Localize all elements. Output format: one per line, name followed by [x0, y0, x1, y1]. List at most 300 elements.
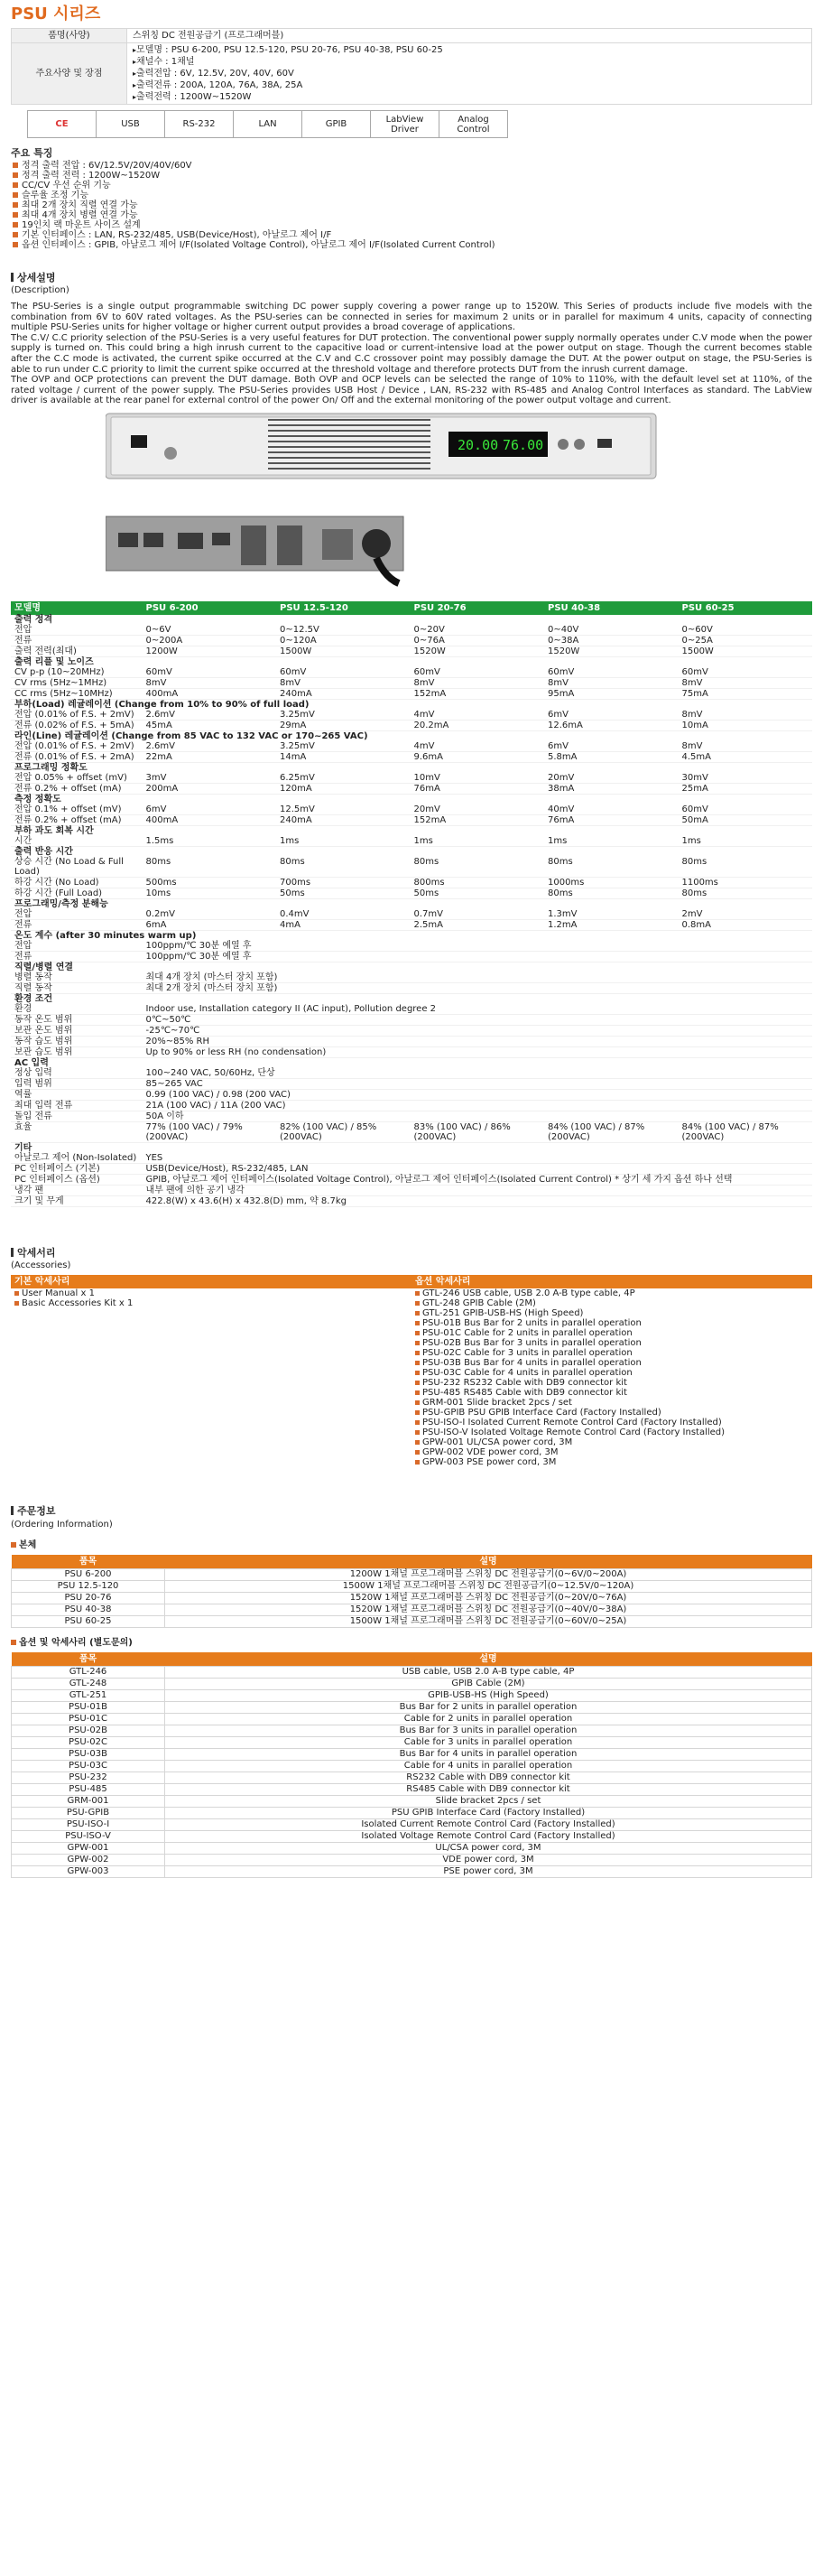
spec-cell: 상승 시간 (No Load & Full Load) — [11, 857, 142, 878]
spec-label: 주요사양 및 장점 — [12, 43, 127, 105]
feature-item: 기본 인터페이스 : LAN, RS-232/485, USB(Device/Host), 아날로그 제어 I/F — [13, 230, 812, 240]
option-accessory: PSU-ISO-I Isolated Current Remote Control Card (Factory Installed) — [415, 1418, 809, 1427]
spec-cell: 1.2mA — [544, 919, 679, 930]
spec-cell: 0~200A — [142, 635, 276, 646]
spec-item: ▸ 출력전력 : 1200W~1520W — [133, 91, 806, 103]
order-desc: 1520W 1채널 프로그래머블 스위칭 DC 전원공급기(0~20V/0~76A) — [165, 1592, 812, 1604]
spec-cell: 냉각 팬 — [11, 1185, 142, 1195]
feature-item: 정격 출력 전압 : 6V/12.5V/20V/40V/60V — [13, 161, 812, 171]
interface-lan: LAN — [234, 111, 302, 138]
spec-cell: 29mA — [276, 720, 411, 730]
spec-cell: 120mA — [276, 783, 411, 794]
spec-cell: 하강 시간 (Full Load) — [11, 888, 142, 898]
spec-cell: -25℃~70℃ — [142, 1025, 812, 1036]
spec-cell: 최대 입력 전류 — [11, 1100, 142, 1111]
spec-cell: 동작 습도 범위 — [11, 1036, 142, 1046]
spec-cell: 돌입 전류 — [11, 1111, 142, 1121]
order-desc: 1500W 1채널 프로그래머블 스위칭 DC 전원공급기(0~12.5V/0~120A) — [165, 1580, 812, 1592]
option-accessory: GTL-251 GPIB-USB-HS (High Speed) — [415, 1308, 809, 1318]
order-model: GPW-003 — [12, 1865, 165, 1877]
description-text — [11, 302, 812, 406]
spec-cell: 60mV — [678, 804, 812, 815]
order-row — [12, 1666, 812, 1678]
spec-cell: PC 인터페이스 (기본) — [11, 1163, 142, 1174]
spec-category: AC 입력 — [11, 1057, 812, 1068]
order-row — [12, 1736, 812, 1748]
order-desc: Slide bracket 2pcs / set — [165, 1795, 812, 1807]
spec-row — [11, 888, 812, 898]
spec-cell: 22mA — [142, 751, 276, 762]
spec-cell: 20.2mA — [410, 720, 544, 730]
spec-cell: 5.8mA — [544, 751, 679, 762]
order-model: PSU-232 — [12, 1772, 165, 1783]
spec-category: 기타 — [11, 1142, 812, 1153]
spec-row — [11, 962, 812, 972]
spec-row — [11, 982, 812, 993]
spec-row — [11, 646, 812, 656]
spec-cell: 전압 (0.01% of F.S. + 2mV) — [11, 741, 142, 752]
spec-row — [11, 804, 812, 815]
ordering-options-table — [11, 1652, 812, 1878]
spec-row — [11, 741, 812, 752]
spec-category: 라인(Line) 레귤레이션 (Change from 85 VAC to 132 VAC or 170~265 VAC) — [11, 730, 812, 741]
feature-item: 슬루율 조정 기능 — [13, 191, 812, 200]
spec-cell: 효율 — [11, 1121, 142, 1142]
spec-cell: 9.6mA — [410, 751, 544, 762]
spec-cell: 4mV — [410, 741, 544, 752]
option-accessory: PSU-02C Cable for 3 units in parallel operation — [415, 1348, 809, 1358]
spec-cell: 50ms — [410, 888, 544, 898]
spec-cell: 4mA — [276, 919, 411, 930]
spec-cell: 95mA — [544, 688, 679, 699]
order-row — [12, 1865, 812, 1877]
spec-item: ▸ 채널수 : 1채널 — [133, 56, 806, 68]
option-accessory: GPW-003 PSE power cord, 3M — [415, 1457, 809, 1467]
spec-cell: 보관 온도 범위 — [11, 1025, 142, 1036]
spec-cell: 80ms — [544, 857, 679, 878]
spec-cell: 전류 (0.01% of F.S. + 2mA) — [11, 751, 142, 762]
spec-row — [11, 710, 812, 721]
spec-row — [11, 1089, 812, 1100]
order-desc: Bus Bar for 3 units in parallel operation — [165, 1725, 812, 1736]
spec-table — [11, 601, 812, 1207]
spec-cell: 80ms — [678, 857, 812, 878]
spec-row — [11, 783, 812, 794]
interface-gpib: GPIB — [302, 111, 371, 138]
spec-row — [11, 898, 812, 909]
col-desc: 설명 — [165, 1652, 812, 1667]
spec-cell: 14mA — [276, 751, 411, 762]
spec-cell: 전압 — [11, 909, 142, 920]
spec-cell: 100ppm/℃ 30분 예열 후 — [142, 951, 812, 962]
order-model: GPW-001 — [12, 1842, 165, 1854]
spec-row — [11, 688, 812, 699]
spec-cell: 3mV — [142, 773, 276, 784]
spec-cell: 0.8mA — [678, 919, 812, 930]
spec-cell: 40mV — [544, 804, 679, 815]
spec-cell: 82% (100 VAC) / 85% (200VAC) — [276, 1121, 411, 1142]
spec-cell: 1.3mV — [544, 909, 679, 920]
spec-cell: 0℃~50℃ — [142, 1014, 812, 1025]
order-desc: Bus Bar for 4 units in parallel operation — [165, 1748, 812, 1760]
spec-cell: 8mV — [678, 710, 812, 721]
order-desc: 1500W 1채널 프로그래머블 스위칭 DC 전원공급기(0~60V/0~25A) — [165, 1615, 812, 1627]
spec-cell: 0~20V — [410, 625, 544, 636]
spec-cell: 12.6mA — [544, 720, 679, 730]
spec-row — [11, 1142, 812, 1153]
spec-row — [11, 615, 812, 625]
spec-row — [11, 1121, 812, 1142]
option-accessory: PSU-02B Bus Bar for 3 units in parallel operation — [415, 1338, 809, 1348]
spec-cell: 85~265 VAC — [142, 1078, 812, 1089]
spec-row — [11, 1025, 812, 1036]
spec-row — [11, 1004, 812, 1015]
spec-row — [11, 677, 812, 688]
order-desc: Cable for 3 units in parallel operation — [165, 1736, 812, 1748]
description-subtitle: (Description) — [11, 284, 69, 295]
order-desc: GPIB Cable (2M) — [165, 1678, 812, 1689]
order-row — [12, 1760, 812, 1772]
spec-row — [11, 919, 812, 930]
spec-cell: 10ms — [142, 888, 276, 898]
spec-cell: 6mV — [544, 741, 679, 752]
feature-item: 옵션 인터페이스 : GPIB, 아날로그 제어 I/F(Isolated Voltage Control), 아날로그 제어 I/F(Isolated Current Control) — [13, 240, 812, 250]
spec-cell: 50mA — [678, 814, 812, 825]
spec-cell: 152mA — [410, 688, 544, 699]
spec-row — [11, 877, 812, 888]
spec-header: PSU 40-38 — [544, 601, 679, 615]
spec-cell: 1500W — [678, 646, 812, 656]
order-model: PSU 12.5-120 — [12, 1580, 165, 1592]
spec-cell: 30mV — [678, 773, 812, 784]
interface-labview-driver: LabView Driver — [371, 111, 439, 138]
spec-header: PSU 12.5-120 — [276, 601, 411, 615]
order-model: GPW-002 — [12, 1854, 165, 1865]
page-title: PSU 시리즈 — [11, 5, 101, 23]
spec-cell: 2.6mV — [142, 741, 276, 752]
spec-cell: 76mA — [544, 814, 679, 825]
spec-cell: 입력 범위 — [11, 1078, 142, 1089]
option-accessory: PSU-GPIB PSU GPIB Interface Card (Factory Installed) — [415, 1408, 809, 1418]
spec-cell: 1520W — [544, 646, 679, 656]
spec-header: PSU 6-200 — [142, 601, 276, 615]
spec-cell: Indoor use, Installation category II (AC input), Pollution degree 2 — [142, 1004, 812, 1015]
spec-item: ▸ 출력전압 : 6V, 12.5V, 20V, 40V, 60V — [133, 68, 806, 79]
order-row — [12, 1713, 812, 1725]
spec-cell: 21A (100 VAC) / 11A (200 VAC) — [142, 1100, 812, 1111]
spec-cell: 전류 0.2% + offset (mA) — [11, 783, 142, 794]
spec-row — [11, 1195, 812, 1206]
spec-cell: USB(Device/Host), RS-232/485, LAN — [142, 1163, 812, 1174]
option-accessory: GTL-246 USB cable, USB 2.0 A-B type cable, 4P — [415, 1288, 809, 1298]
spec-cell: 크기 및 무게 — [11, 1195, 142, 1206]
order-row — [12, 1689, 812, 1701]
order-model: PSU 20-76 — [12, 1592, 165, 1604]
order-row — [12, 1842, 812, 1854]
spec-row — [11, 951, 812, 962]
col-model: 품목 — [12, 1555, 165, 1569]
spec-row — [11, 1046, 812, 1057]
spec-row — [11, 1057, 812, 1068]
order-model: PSU-01B — [12, 1701, 165, 1713]
spec-row — [11, 720, 812, 730]
interface-analog-control: Analog Control — [439, 111, 508, 138]
option-accessory: GRM-001 Slide bracket 2pcs / set — [415, 1398, 809, 1408]
spec-cell: 전압 — [11, 941, 142, 952]
order-model: PSU-02C — [12, 1736, 165, 1748]
order-model: GTL-246 — [12, 1666, 165, 1678]
option-accessory: GPW-002 VDE power cord, 3M — [415, 1447, 809, 1457]
order-desc: GPIB-USB-HS (High Speed) — [165, 1689, 812, 1701]
spec-cell: 100ppm/℃ 30분 예열 후 — [142, 941, 812, 952]
spec-cell: 내부 팬에 의한 공기 냉각 — [142, 1185, 812, 1195]
spec-cell: 6mV — [142, 804, 276, 815]
spec-row — [11, 1185, 812, 1195]
interface-rs-232: RS-232 — [165, 111, 234, 138]
spec-cell: 최대 4개 장치 (마스터 장치 포함) — [142, 972, 812, 983]
spec-cell: 8mV — [544, 677, 679, 688]
order-row — [12, 1678, 812, 1689]
order-desc: VDE power cord, 3M — [165, 1854, 812, 1865]
spec-cell: 최대 2개 장치 (마스터 장치 포함) — [142, 982, 812, 993]
spec-row — [11, 1014, 812, 1025]
order-model: PSU-485 — [12, 1783, 165, 1795]
spec-cell: 60mV — [276, 667, 411, 678]
spec-cell: 20mV — [544, 773, 679, 784]
order-model: PSU 40-38 — [12, 1604, 165, 1615]
accessories-subtitle: (Accessories) — [11, 1260, 71, 1271]
spec-cell: 240mA — [276, 688, 411, 699]
order-desc: Bus Bar for 2 units in parallel operation — [165, 1701, 812, 1713]
spec-cell: 80ms — [142, 857, 276, 878]
spec-header: 모델명 — [11, 601, 142, 615]
col-desc: 설명 — [165, 1555, 812, 1569]
spec-cell: 400mA — [142, 814, 276, 825]
spec-cell: 800ms — [410, 877, 544, 888]
order-row — [12, 1701, 812, 1713]
feature-item: CC/CV 우선 순위 기능 — [13, 181, 812, 191]
order-row — [12, 1580, 812, 1592]
spec-list — [133, 44, 806, 103]
spec-cell: 100~240 VAC, 50/60Hz, 단상 — [142, 1068, 812, 1079]
spec-cell: 76mA — [410, 783, 544, 794]
spec-row — [11, 972, 812, 983]
spec-cell: CV p-p (10~20MHz) — [11, 667, 142, 678]
order-desc: USB cable, USB 2.0 A-B type cable, 4P — [165, 1666, 812, 1678]
spec-row — [11, 762, 812, 773]
spec-row — [11, 730, 812, 741]
spec-cell: 전류 — [11, 635, 142, 646]
spec-row — [11, 656, 812, 667]
spec-cell: 80ms — [678, 888, 812, 898]
spec-cell: 2.5mA — [410, 919, 544, 930]
accessories-title: 악세서리 — [11, 1247, 812, 1260]
order-desc: PSU GPIB Interface Card (Factory Installed) — [165, 1807, 812, 1818]
name-label: 품명(사양) — [12, 29, 127, 43]
ordering-subtitle: (Ordering Information) — [11, 1519, 113, 1530]
spec-cell: 전압 (0.01% of F.S. + 2mV) — [11, 710, 142, 721]
description-paragraph: The PSU-Series is a single output programmable switching DC power supply covering a power range up to 1520W. This Series of products include five models with the combination from 6V to 60V rated voltages. As the PSU-series can be connected in series for maximum 2 units or in parallel for maximum 4 units, capacity of connecting multiple PSU-Series units for higher voltage or higher current output provides a broad coverage of applications. — [11, 301, 812, 333]
spec-cell: Up to 90% or less RH (no condensation) — [142, 1046, 812, 1057]
spec-row — [11, 1078, 812, 1089]
spec-cell: 1.5ms — [142, 836, 276, 847]
spec-item: ▸ 모델명 : PSU 6-200, PSU 12.5-120, PSU 20-76, PSU 40-38, PSU 60-25 — [133, 44, 806, 56]
spec-cell: 3.25mV — [276, 741, 411, 752]
order-desc: UL/CSA power cord, 3M — [165, 1842, 812, 1854]
spec-category: 환경 조건 — [11, 993, 812, 1004]
order-row — [12, 1818, 812, 1830]
spec-cell: 2.6mV — [142, 710, 276, 721]
spec-cell: 1520W — [410, 646, 544, 656]
spec-cell: GPIB, 아날로그 제어 인터페이스(Isolated Voltage Control), 아날로그 제어 인터페이스(Isolated Current Control) * 상기 세 가지 옵션 하나 선택 — [142, 1174, 812, 1185]
option-accessory: GTL-248 GPIB Cable (2M) — [415, 1298, 809, 1308]
summary-table — [11, 28, 812, 105]
order-desc: 1200W 1채널 프로그래머블 스위칭 DC 전원공급기(0~6V/0~200A) — [165, 1568, 812, 1580]
order-row — [12, 1568, 812, 1580]
spec-cell: 전압 — [11, 625, 142, 636]
spec-row — [11, 836, 812, 847]
spec-cell: 1ms — [410, 836, 544, 847]
spec-cell: 84% (100 VAC) / 87% (200VAC) — [678, 1121, 812, 1142]
order-model: PSU-02B — [12, 1725, 165, 1736]
order-row — [12, 1615, 812, 1627]
features-title: 주요 특징 — [11, 147, 53, 160]
basic-accessories-header: 기본 악세사리 — [11, 1275, 412, 1288]
spec-cell: 전류 0.2% + offset (mA) — [11, 814, 142, 825]
product-images — [106, 406, 812, 591]
spec-cell: 83% (100 VAC) / 86% (200VAC) — [410, 1121, 544, 1142]
spec-cell: 1ms — [276, 836, 411, 847]
spec-row — [11, 1068, 812, 1079]
volt-readout: 20.00 — [458, 436, 499, 453]
spec-cell: 8mV — [276, 677, 411, 688]
order-desc: Isolated Current Remote Control Card (Factory Installed) — [165, 1818, 812, 1830]
spec-cell: 출력 전력(최대) — [11, 646, 142, 656]
name-value: 스위칭 DC 전원공급기 (프로그래머블) — [127, 29, 812, 43]
spec-cell: 200mA — [142, 783, 276, 794]
spec-cell: 8mV — [678, 677, 812, 688]
spec-cell: 20mV — [410, 804, 544, 815]
spec-cell: 0~38A — [544, 635, 679, 646]
spec-cell: 1100ms — [678, 877, 812, 888]
spec-cell: 정상 입력 — [11, 1068, 142, 1079]
interface-icons — [27, 110, 508, 138]
option-accessories-header: 옵션 악세사리 — [412, 1275, 812, 1288]
spec-cell: 60mV — [678, 667, 812, 678]
ordering-main-table — [11, 1555, 812, 1628]
spec-row — [11, 773, 812, 784]
spec-cell: 0~25A — [678, 635, 812, 646]
spec-cell: 75mA — [678, 688, 812, 699]
order-desc: 1520W 1채널 프로그래머블 스위칭 DC 전원공급기(0~40V/0~38A) — [165, 1604, 812, 1615]
spec-row — [11, 857, 812, 878]
spec-cell: 8mV — [410, 677, 544, 688]
spec-category: 온도 계수 (after 30 minutes warm up) — [11, 930, 812, 941]
spec-cell: 4mV — [410, 710, 544, 721]
spec-category: 직렬/병렬 연결 — [11, 962, 812, 972]
spec-cell: 400mA — [142, 688, 276, 699]
spec-header: PSU 60-25 — [678, 601, 812, 615]
spec-row — [11, 814, 812, 825]
spec-cell: 60mV — [410, 667, 544, 678]
spec-cell: 8mV — [142, 677, 276, 688]
spec-cell: 전압 0.05% + offset (mV) — [11, 773, 142, 784]
spec-row — [11, 794, 812, 804]
interface-usb: USB — [97, 111, 165, 138]
spec-cell: 6mV — [544, 710, 679, 721]
order-model: PSU-03B — [12, 1748, 165, 1760]
spec-cell: 80ms — [544, 888, 679, 898]
product-photo-front-rear — [106, 406, 665, 587]
option-accessory: PSU-232 RS232 Cable with DB9 connector kit — [415, 1378, 809, 1388]
order-desc: Cable for 2 units in parallel operation — [165, 1713, 812, 1725]
spec-row — [11, 1100, 812, 1111]
spec-cell: 0~6V — [142, 625, 276, 636]
spec-cell: 동작 온도 범위 — [11, 1014, 142, 1025]
option-accessory: GPW-001 UL/CSA power cord, 3M — [415, 1437, 809, 1447]
spec-row — [11, 699, 812, 710]
spec-cell: 50ms — [276, 888, 411, 898]
option-accessory: PSU-01B Bus Bar for 2 units in parallel operation — [415, 1318, 809, 1328]
order-desc: RS485 Cable with DB9 connector kit — [165, 1783, 812, 1795]
order-desc: RS232 Cable with DB9 connector kit — [165, 1772, 812, 1783]
description-paragraph: The C.V/ C.C priority selection of the PSU-Series is a very useful features for DUT protection. The conventional power supply normally operates under C.V mode when the power supply is turned on. This could bring a high inrush current to the capacitive load or current-intensive load at the power output on stage. Though the current becomes stable after the C.C mode is activated, the current spike occurred at the C.V and C.C crossover point may possibly damage the DUT. At the power output on stage, the PSU-Series is able to run under C.C priority to limit the current spike occurred at the threshold voltage and therefore protects DUT from the inrush current damage. — [11, 332, 812, 375]
spec-cell: 1200W — [142, 646, 276, 656]
option-accessory: PSU-03B Bus Bar for 4 units in parallel operation — [415, 1358, 809, 1368]
spec-cell: 0~76A — [410, 635, 544, 646]
order-row — [12, 1725, 812, 1736]
features-list — [13, 161, 812, 250]
spec-cell: 0.4mV — [276, 909, 411, 920]
spec-cell: 60mV — [544, 667, 679, 678]
spec-cell: 시간 — [11, 836, 142, 847]
spec-row — [11, 1153, 812, 1164]
order-model: PSU-ISO-V — [12, 1830, 165, 1842]
spec-cell: 직렬 동작 — [11, 982, 142, 993]
spec-header: PSU 20-76 — [410, 601, 544, 615]
spec-cell: 환경 — [11, 1004, 142, 1015]
order-model: PSU-GPIB — [12, 1807, 165, 1818]
spec-cell: 1000ms — [544, 877, 679, 888]
spec-cell: 아날로그 제어 (Non-Isolated) — [11, 1153, 142, 1164]
spec-cell: 보관 습도 범위 — [11, 1046, 142, 1057]
description-title: 상세설명 — [11, 272, 812, 284]
spec-cell: 4.5mA — [678, 751, 812, 762]
spec-cell: 0.7mV — [410, 909, 544, 920]
spec-row — [11, 941, 812, 952]
spec-cell: 25mA — [678, 783, 812, 794]
spec-cell: 전류 (0.02% of F.S. + 5mA) — [11, 720, 142, 730]
spec-category: 출력 정격 — [11, 615, 812, 625]
spec-category: 부하 과도 회복 시간 — [11, 825, 812, 836]
options-label: 옵션 및 악세사리 (별도문의) — [11, 1637, 812, 1649]
order-row — [12, 1795, 812, 1807]
spec-cell: 12.5mV — [276, 804, 411, 815]
spec-row — [11, 635, 812, 646]
spec-row — [11, 625, 812, 636]
spec-cell: 0~120A — [276, 635, 411, 646]
spec-row — [11, 667, 812, 678]
order-row — [12, 1592, 812, 1604]
amp-readout: 76.00 — [503, 436, 544, 453]
order-row — [12, 1854, 812, 1865]
spec-cell: 84% (100 VAC) / 87% (200VAC) — [544, 1121, 679, 1142]
order-row — [12, 1783, 812, 1795]
order-row — [12, 1748, 812, 1760]
option-accessory: PSU-ISO-V Isolated Voltage Remote Control Card (Factory Installed) — [415, 1427, 809, 1437]
spec-category: 부하(Load) 레귤레이션 (Change from 10% to 90% of full load) — [11, 699, 812, 710]
spec-row — [11, 909, 812, 920]
